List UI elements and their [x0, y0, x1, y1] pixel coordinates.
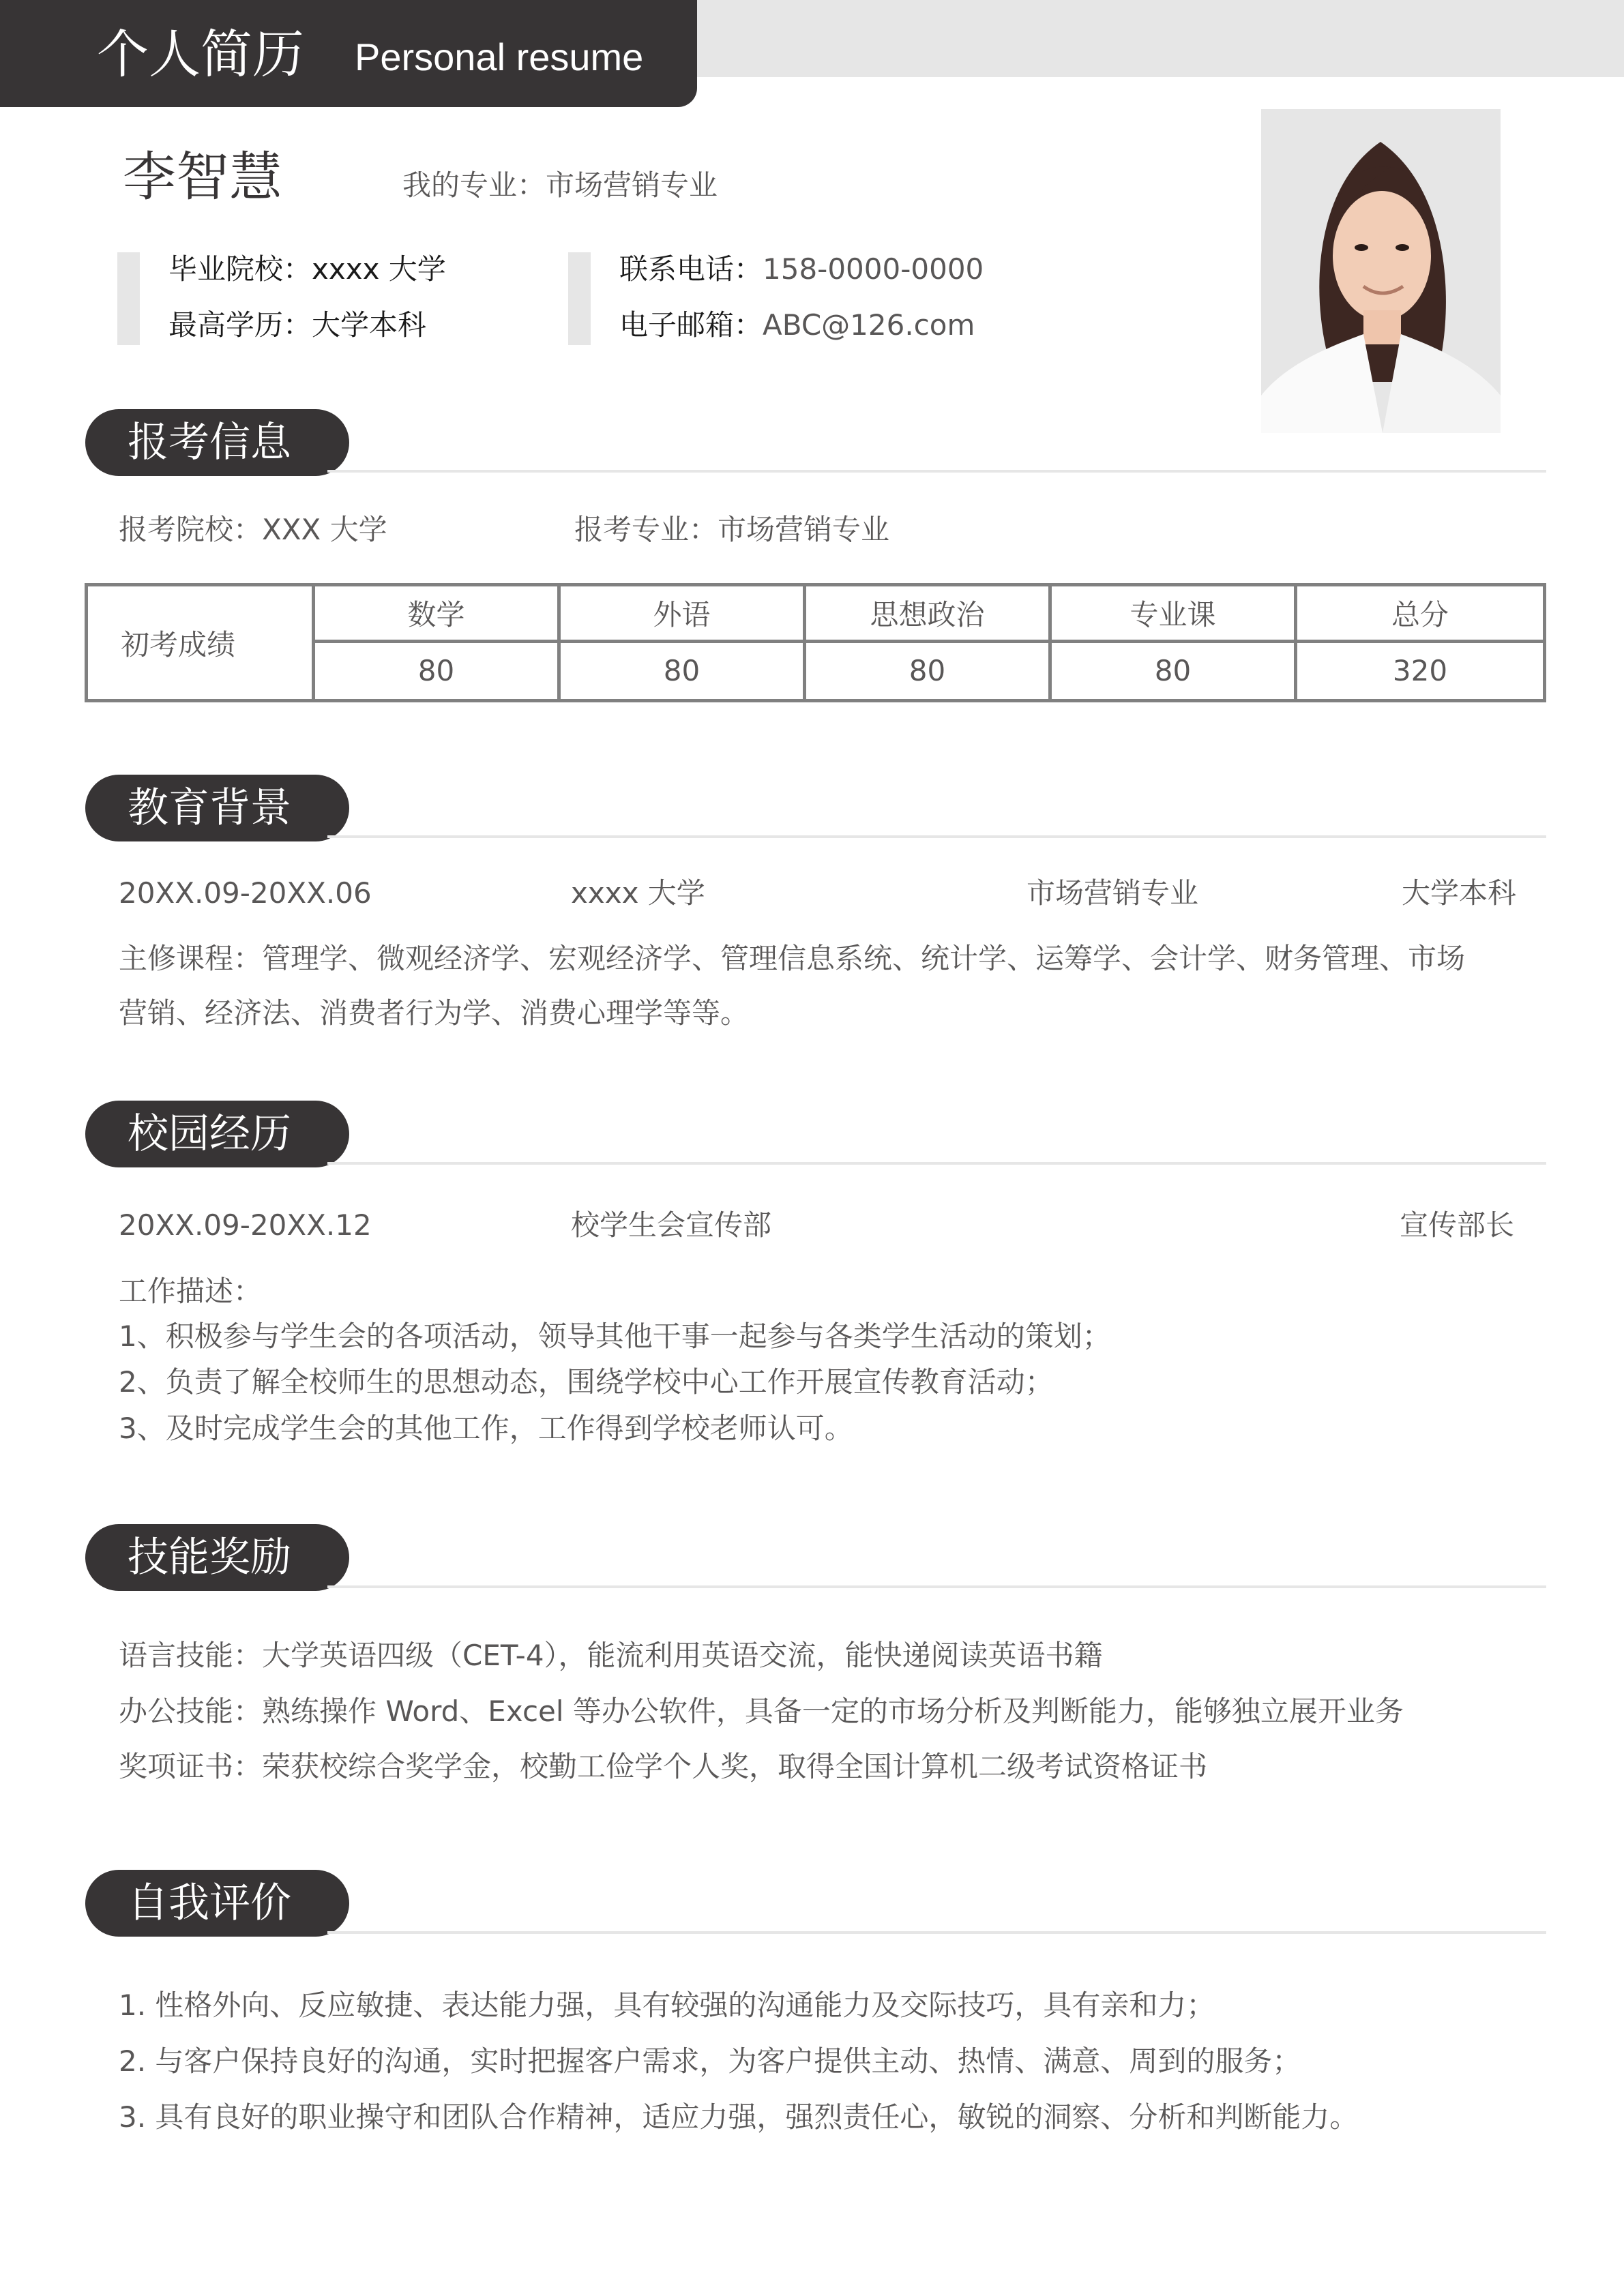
section-header-skills: [85, 1524, 349, 1591]
candidate-name: 李智慧: [123, 147, 283, 208]
degree-info: [168, 306, 426, 344]
section-divider-education: [327, 835, 1546, 838]
school-info: [168, 250, 446, 288]
skill-awards: 奖项证书：荣获校综合奖学金，校勤工俭学个人奖，取得全国计算机二级考试资格证书: [119, 1750, 1208, 1783]
self-evaluation-item-1: 1. 性格外向、反应敏捷、表达能力强，具有较强的沟通能力及交际技巧，具有亲和力；: [119, 1988, 1215, 2022]
header-title-en: Personal resume: [355, 35, 644, 78]
section-divider-self-evaluation: [327, 1931, 1546, 1934]
my-major: [402, 166, 718, 205]
campus-period: 20XX.09-20XX.12: [119, 1208, 372, 1242]
score-table: [85, 583, 1546, 702]
self-evaluation-item-2: 2. 与客户保持良好的沟通，实时把握客户需求，为客户提供主动、热情、满意、周到的服务；: [119, 2044, 1301, 2078]
section-divider-skills: [327, 1585, 1546, 1588]
campus-desc-label: 工作描述：: [119, 1274, 263, 1308]
portrait-photo: [1261, 109, 1501, 433]
section-divider-application: [327, 470, 1546, 473]
major-value: 市场营销专业: [546, 168, 718, 202]
major-label: 我的专业：: [402, 168, 546, 202]
campus-item-3: 3、及时完成学生会的其他工作，工作得到学校老师认可。: [119, 1412, 853, 1445]
score-row-label: 初考成绩: [88, 586, 315, 699]
section-title-skills: 技能奖励: [128, 1534, 291, 1581]
education-courses-line1: 主修课程：管理学、微观经济学、宏观经济学、管理信息系统、统计学、运筹学、会计学、财务管理、市场: [119, 942, 1466, 975]
campus-organization: 校学生会宣传部: [571, 1208, 772, 1242]
campus-role: 宣传部长: [1400, 1208, 1515, 1242]
score-header-politics: 思想政治: [806, 586, 1052, 643]
target-school-label: 报考院校：: [119, 513, 263, 546]
score-value-total: 320: [1392, 654, 1448, 688]
phone-label: 联系电话：: [619, 252, 763, 286]
phone-value: 158-0000-0000: [763, 252, 984, 286]
degree-value: 大学本科: [312, 308, 427, 342]
campus-item-1: 1、积极参与学生会的各项活动，领导其他干事一起参与各类学生活动的策划；: [119, 1320, 1111, 1353]
self-evaluation-item-3: 3. 具有良好的职业操守和团队合作精神，适应力强，强烈责任心，敏锐的洞察、分析和判断能力。: [119, 2100, 1359, 2134]
score-header-major-course: 专业课: [1052, 586, 1297, 643]
skill-office: 办公技能：熟练操作 Word、Excel 等办公软件，具备一定的市场分析及判断能力，能够独立展开业务: [119, 1695, 1404, 1728]
score-value-foreign-language: 80: [561, 643, 806, 700]
section-header-campus: [85, 1101, 349, 1167]
score-header-math: 数学: [315, 586, 561, 643]
school-value: xxxx 大学: [312, 252, 446, 286]
education-major: 市场营销专业: [1027, 876, 1199, 910]
phone-info: [619, 250, 984, 288]
target-major: [574, 511, 889, 549]
target-major-value: 市场营销专业: [718, 513, 890, 546]
info-accent-bar-left: [117, 252, 140, 345]
education-period: 20XX.09-20XX.06: [119, 876, 372, 910]
section-title-campus: 校园经历: [128, 1110, 291, 1158]
section-header-education: [85, 775, 349, 841]
target-major-label: 报考专业：: [574, 513, 718, 546]
info-accent-bar-right: [568, 252, 591, 345]
education-school: xxxx 大学: [571, 876, 705, 910]
degree-label: 最高学历：: [168, 308, 312, 342]
campus-item-2: 2、负责了解全校师生的思想动态，围绕学校中心工作开展宣传教育活动；: [119, 1365, 1054, 1399]
target-school-value: XXX 大学: [262, 513, 387, 546]
email-info: [619, 306, 975, 344]
section-title-application: 报考信息: [128, 419, 291, 466]
score-header-total: 总分: [1297, 586, 1543, 643]
score-value-major-course: 80: [1052, 643, 1297, 700]
section-title-self-evaluation: 自我评价: [128, 1879, 291, 1927]
school-label: 毕业院校：: [168, 252, 312, 286]
education-degree: 大学本科: [1402, 876, 1517, 910]
target-school: [119, 511, 387, 549]
education-courses-line2: 营销、经济法、消费者行为学、消费心理学等等。: [119, 996, 750, 1030]
email-label: 电子邮箱：: [619, 308, 763, 342]
portrait-illustration: [1261, 109, 1501, 433]
header-bar: [0, 0, 697, 107]
score-value-math: 80: [315, 643, 561, 700]
score-header-foreign-language: 外语: [561, 586, 806, 643]
section-divider-campus: [327, 1162, 1546, 1165]
section-title-education: 教育背景: [128, 784, 291, 832]
score-value-politics: 80: [806, 643, 1052, 700]
section-header-application: [85, 409, 349, 476]
skill-language: 语言技能：大学英语四级（CET-4），能流利用英语交流，能快递阅读英语书籍: [119, 1639, 1103, 1672]
email-value: ABC@126.com: [763, 308, 975, 342]
section-header-self-evaluation: [85, 1870, 349, 1937]
header-title-cn: 个人简历: [97, 24, 304, 85]
